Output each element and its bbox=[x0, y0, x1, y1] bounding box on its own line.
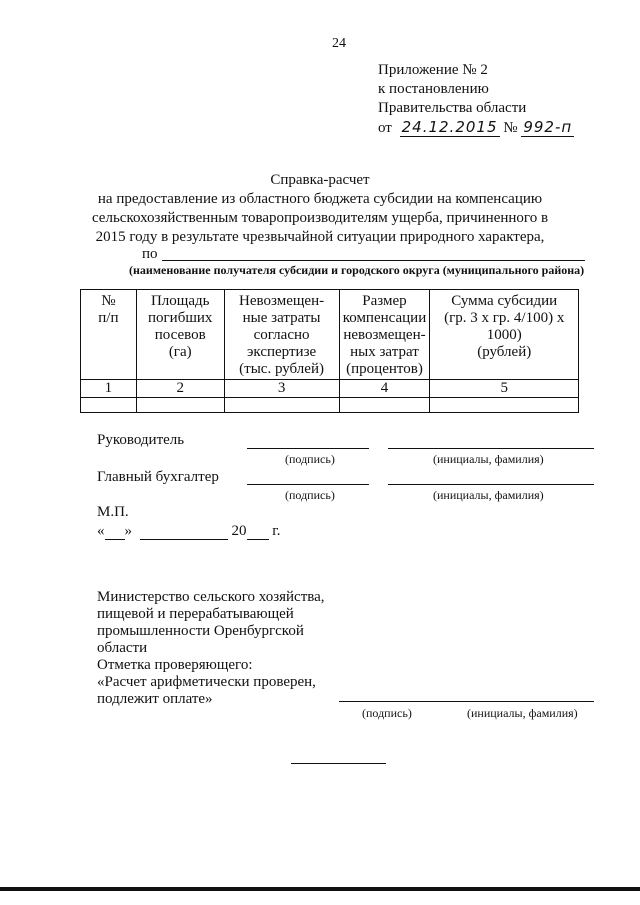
date-line bbox=[97, 523, 280, 540]
head-label: Руководитель bbox=[97, 432, 185, 448]
stamp-label: М.П. bbox=[97, 504, 129, 520]
title-heading: Справка-расчет bbox=[270, 172, 370, 188]
accountant-label: Главный бухгалтер bbox=[97, 469, 219, 485]
check-line1: «Расчет арифметически проверен, bbox=[97, 674, 316, 690]
header-costs: Невозмещен- ные затраты согласно экспертизе (тыс. рублей) bbox=[224, 290, 339, 380]
appendix-line4 bbox=[378, 119, 574, 138]
appendix-line2: к постановлению bbox=[378, 81, 489, 97]
title-line1: на предоставление из областного бюджета субсидии на компенсацию bbox=[97, 191, 543, 207]
ministry-block bbox=[97, 589, 325, 708]
date-quote-close: » bbox=[124, 523, 132, 539]
table-header-row bbox=[81, 290, 579, 380]
year-suffix: г. bbox=[272, 523, 281, 539]
check-label: Отметка проверяющего: bbox=[97, 657, 253, 673]
table-column-numbers-row bbox=[81, 380, 579, 398]
appendix-block bbox=[378, 62, 574, 138]
handwritten-number: 992-п bbox=[523, 118, 573, 136]
col-number-3: 3 bbox=[224, 380, 339, 398]
number-sign: № bbox=[503, 120, 518, 136]
header-number: № п/п bbox=[81, 290, 137, 380]
empty-cell bbox=[430, 398, 579, 413]
checker-signature-caption: (подпись) bbox=[362, 706, 412, 720]
empty-cell bbox=[224, 398, 339, 413]
head-initials-line bbox=[388, 448, 594, 449]
empty-cell bbox=[81, 398, 137, 413]
check-line2: подлежит оплате» bbox=[97, 691, 213, 707]
col-number-1: 1 bbox=[81, 380, 137, 398]
document-title bbox=[80, 172, 560, 248]
col-number-5: 5 bbox=[430, 380, 579, 398]
checker-signature-line bbox=[339, 701, 594, 702]
ministry-line2: пищевой и перерабатывающей bbox=[97, 606, 294, 622]
accountant-initials-line bbox=[388, 484, 594, 485]
appendix-from-label: от bbox=[378, 120, 392, 136]
header-compensation: Размер компенсации невозмещен- ных затрат (процентов) bbox=[339, 290, 430, 380]
empty-cell bbox=[136, 398, 224, 413]
title-line3: 2015 году в результате чрезвычайной ситуации природного характера, bbox=[95, 229, 545, 245]
head-signature-caption: (подпись) bbox=[285, 452, 335, 466]
appendix-line3: Правительства области bbox=[378, 100, 527, 116]
col-number-4: 4 bbox=[339, 380, 430, 398]
recipient-underline bbox=[162, 260, 585, 261]
header-subsidy-sum: Сумма субсидии (гр. 3 х гр. 4/100) х 1000) (рублей) bbox=[430, 290, 579, 380]
subsidy-table bbox=[80, 289, 579, 413]
head-signature-line bbox=[247, 448, 369, 449]
date-quote-open: « bbox=[97, 523, 105, 539]
ministry-line1: Министерство сельского хозяйства, bbox=[97, 589, 325, 605]
ministry-line4: области bbox=[97, 640, 148, 656]
checker-initials-caption: (инициалы, фамилия) bbox=[467, 706, 578, 720]
ministry-line3: промышленности Оренбургской bbox=[97, 623, 304, 639]
head-initials-caption: (инициалы, фамилия) bbox=[433, 452, 544, 466]
year-prefix: 20 bbox=[231, 523, 247, 539]
accountant-signature-caption: (подпись) bbox=[285, 488, 335, 502]
accountant-initials-caption: (инициалы, фамилия) bbox=[433, 488, 544, 502]
recipient-caption: (наименование получателя субсидии и городского округа (муниципального района) bbox=[129, 263, 585, 277]
closing-rule bbox=[291, 763, 386, 764]
table-empty-row bbox=[81, 398, 579, 413]
month-blank bbox=[140, 526, 228, 540]
page-number: 24 bbox=[332, 36, 346, 51]
po-label: по bbox=[142, 246, 158, 262]
title-line2: сельскохозяйственным товаропроизводителям ущерба, причиненного в bbox=[91, 210, 549, 226]
bottom-border bbox=[0, 887, 640, 891]
handwritten-date: 24.12.2015 bbox=[401, 118, 498, 136]
year-blank bbox=[247, 526, 269, 540]
empty-cell bbox=[339, 398, 430, 413]
col-number-2: 2 bbox=[136, 380, 224, 398]
accountant-signature-line bbox=[247, 484, 369, 485]
day-blank bbox=[105, 526, 125, 540]
appendix-line1: Приложение № 2 bbox=[378, 62, 488, 78]
header-area: Площадь погибших посевов (га) bbox=[136, 290, 224, 380]
